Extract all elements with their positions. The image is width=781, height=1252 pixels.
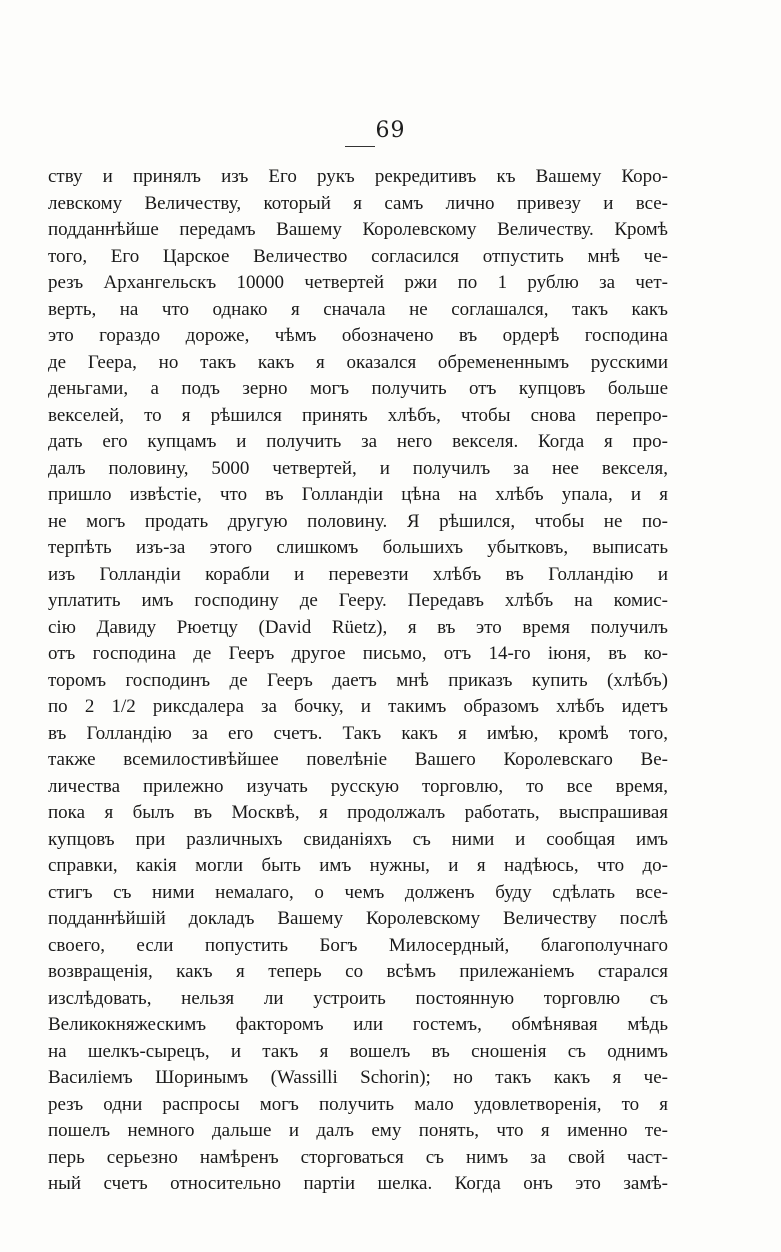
- text-line: терпѣть изъ-за этого слишкомъ большихъ убытковъ, выписать: [48, 537, 668, 558]
- text-line: на шелкъ-сырецъ, и такъ я вошелъ въ сношенія съ однимъ: [48, 1040, 668, 1062]
- text-line: стигъ съ ними немалаго, о чемъ долженъ буду сдѣлать все-: [48, 881, 668, 903]
- text-line: купцовъ при различныхъ свиданіяхъ съ ними и сообщая имъ: [48, 828, 668, 850]
- text-line: уплатить имъ господину де Гееру. Передавъ хлѣбъ на комис-: [48, 590, 668, 611]
- text-line: не могъ продать другую половину. Я рѣшился, чтобы не по-: [48, 510, 668, 532]
- text-line: торомъ господинъ де Гееръ даетъ мнѣ приказъ купить (хлѣбъ): [48, 669, 668, 691]
- text-line: подданнѣйше передамъ Вашему Королевскому Величеству. Кромѣ: [48, 219, 668, 240]
- text-line: возвращенія, какъ я теперь со всѣмъ прилежаніемъ старался: [48, 961, 668, 982]
- text-line: по 2 1/2 риксдалера за бочку, и такимъ образомъ хлѣбъ идетъ: [48, 696, 668, 717]
- text-line: того, Его Царское Величество согласился отпустить мнѣ че-: [48, 245, 668, 267]
- text-line: перь серьезно намѣренъ сторговаться съ нимъ за свой част-: [48, 1146, 668, 1168]
- text-line: изслѣдовать, нельзя ли устроить постоянную торговлю съ: [48, 987, 668, 1009]
- text-line: ный счетъ относительно партіи шелка. Когда онъ это замѣ-: [48, 1173, 668, 1194]
- text-line: резъ Архангельскъ 10000 четвертей ржи по 1 рублю за чет-: [48, 272, 668, 293]
- text-line: отъ господина де Гееръ другое письмо, отъ 14-го іюня, въ ко-: [48, 643, 668, 664]
- text-line: подданнѣйшій докладъ Вашему Королевскому Величеству послѣ: [48, 908, 668, 929]
- text-line: пошелъ немного дальше и далъ ему понять, что я именно те-: [48, 1120, 668, 1141]
- text-line: деньгами, а подъ зерно могъ получить отъ купцовъ больше: [48, 378, 668, 399]
- text-line: это гораздо дороже, чѣмъ обозначено въ ордерѣ господина: [48, 325, 668, 346]
- text-line: сію Давиду Рюетцу (David Rüetz), я въ это время получилъ: [48, 616, 668, 638]
- page-number: 69: [375, 118, 406, 143]
- text-line: Василіемъ Шоринымъ (Wassilli Schorin); но такъ какъ я че-: [48, 1067, 668, 1088]
- text-line: въ Голландію за его счетъ. Такъ какъ я имѣю, кромѣ того,: [48, 722, 668, 744]
- text-line: пока я былъ въ Москвѣ, я продолжалъ работать, выспрашивая: [48, 802, 668, 823]
- text-line: справки, какія могли быть имъ нужны, и я надѣюсь, что до-: [48, 855, 668, 876]
- text-line: векселей, то я рѣшился принять хлѣбъ, чтобы снова перепро-: [48, 404, 668, 426]
- page-number-underline: [345, 146, 375, 147]
- text-line: далъ половину, 5000 четвертей, и получилъ за нее векселя,: [48, 457, 668, 479]
- text-line: верть, на что однако я сначала не соглашался, такъ какъ: [48, 298, 668, 320]
- text-line: изъ Голландіи корабли и перевезти хлѣбъ въ Голландію и: [48, 563, 668, 585]
- text-line: Великокняжескимъ факторомъ или гостемъ, обмѣнявая мѣдь: [48, 1014, 668, 1035]
- text-line: ству и принялъ изъ Его рукъ рекредитивъ къ Вашему Коро-: [48, 166, 668, 187]
- text-line: личества прилежно изучать русскую торговлю, то все время,: [48, 775, 668, 797]
- text-line: де Геера, но такъ какъ я оказался обремененнымъ русскими: [48, 351, 668, 373]
- text-line: пришло извѣстіе, что въ Голландіи цѣна на хлѣбъ упала, и я: [48, 484, 668, 505]
- text-line: своего, если попустить Богъ Милосердный, благополучнаго: [48, 934, 668, 956]
- text-line: резъ одни распросы могъ получить мало удовлетворенія, то я: [48, 1093, 668, 1115]
- text-line: дать его купцамъ и получить за него векселя. Когда я про-: [48, 431, 668, 452]
- text-line: также всемилостивѣйшее повелѣніе Вашего Королевскаго Ве-: [48, 749, 668, 770]
- text-line: левскому Величеству, который я самъ лично привезу и все-: [48, 192, 668, 214]
- body-text: [48, 164, 668, 1198]
